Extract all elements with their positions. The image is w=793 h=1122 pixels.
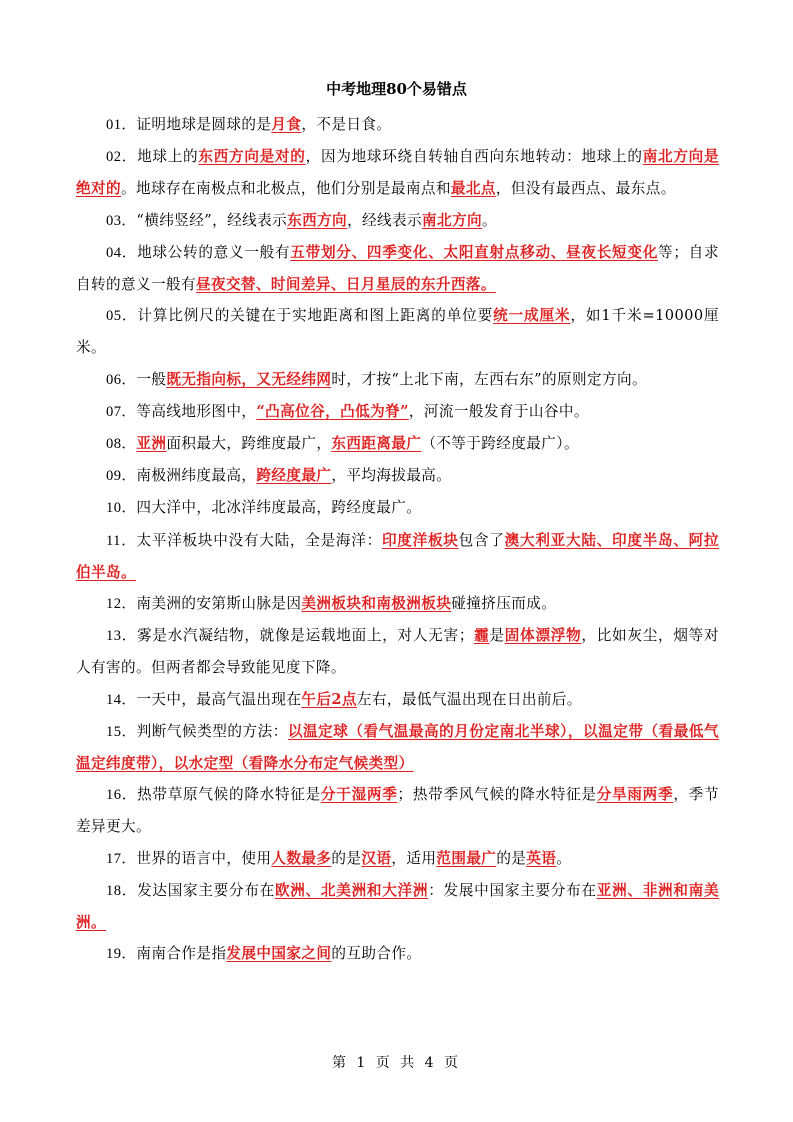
item-text: 证明地球是圆球的是 [136, 116, 272, 133]
item-number: 12 [106, 596, 122, 613]
item-text: ，适用 [391, 849, 437, 867]
highlighted-answer: 东西方向是对的 [198, 148, 306, 166]
item-text: 等；自求自转的意义一般有 [76, 243, 719, 294]
item-07: 07．等高线地形图中，“凸高位谷，凸低为脊”，河流一般发育于山谷中。 [106, 402, 589, 420]
item-text: 面积最大，跨维度最广， [166, 435, 332, 453]
item-number: 06 [106, 371, 122, 388]
item-text: 四大洋中，北冰洋纬度最高，跨经度最广。 [136, 499, 422, 517]
item-text: （不等于跨经度最广）。 [421, 435, 579, 453]
item-number: 13 [106, 628, 122, 645]
item-number: 10 [106, 500, 122, 517]
item-text: ，河流一般发育于山谷中。 [408, 402, 589, 420]
item-19: 19．南南合作是指发展中国家之间的互助合作。 [106, 945, 422, 963]
item-text: 。地球存在南极点和北极点，他们分别是最南点和 [120, 180, 451, 198]
item-15: 15．判断气候类型的方法：以温定球（看气温最高的月份定南北半球），以温定带（看最低气温定纬度带），以水定型（看降水分布定气候类型） [76, 722, 719, 773]
item-text: 。 [556, 849, 572, 867]
item-text: 判断气候类型的方法： [136, 722, 288, 740]
item-text: 太平洋板块中没有大陆，全是海洋： [136, 531, 382, 549]
item-10: 10．四大洋中，北冰洋纬度最高，跨经度最广。 [106, 499, 422, 517]
page-footer: 第 1 页 共 4 页 [331, 1055, 462, 1071]
highlighted-answer: “凸高位谷，凸低为脊” [256, 402, 409, 420]
highlighted-answer: 五带划分、四季变化、太阳直射点移动、昼夜长短变化 [290, 243, 659, 261]
item-number: 19 [106, 946, 122, 963]
item-05: 05．计算比例尺的关键在于实地距离和图上距离的单位要统一成厘米，如1千米=10000厘米。 [76, 307, 719, 357]
item-text: 左右，最低气温出现在日出前后。 [356, 690, 582, 708]
item-text: 一般 [136, 370, 167, 388]
item-text: 的是 [496, 849, 527, 867]
highlighted-answer: 既无指向标，又无经纬网 [166, 370, 332, 388]
item-14: 14．一天中，最高气温出现在午后2点左右，最低气温出现在日出前后。 [106, 690, 582, 708]
item-18: 18．发达国家主要分布在欧洲、北美洲和大洋洲：发展中国家主要分布在亚洲、非洲和南美洲。 [76, 881, 719, 932]
item-number: 14 [106, 691, 122, 708]
item-text: 时，才按“上北下南，左西右东”的原则定方向。 [331, 370, 647, 388]
item-text: 南美洲的安第斯山脉是因 [136, 595, 302, 613]
item-text: ，如1千米=10000厘米。 [76, 307, 719, 357]
item-text: 一天中，最高气温出现在 [136, 690, 302, 708]
item-text: “横纬竖经”，经线表示 [136, 211, 288, 229]
item-number: 11 [106, 532, 121, 549]
item-text: ，平均海拔最高。 [331, 467, 452, 485]
item-text: ，季节差异更大。 [76, 786, 719, 836]
item-number: 04 [106, 244, 122, 261]
highlighted-answer: 月食 [271, 116, 302, 133]
item-text: 南极洲纬度最高， [136, 467, 257, 485]
highlighted-answer: 跨经度最广 [256, 467, 332, 485]
highlighted-answer: 霾 [473, 627, 490, 645]
item-text: 热带草原气候的降水特征是 [137, 786, 321, 804]
item-08: 08．亚洲面积最大，跨维度最广，东西距离最广（不等于跨经度最广）。 [106, 435, 579, 453]
item-12: 12．南美洲的安第斯山脉是因美洲板块和南极洲板块碰撞挤压而成。 [106, 595, 557, 613]
item-text: 南南合作是指 [136, 945, 227, 963]
item-number: 16 [106, 787, 122, 804]
item-09: 09．南极洲纬度最高，跨经度最广，平均海拔最高。 [106, 467, 452, 485]
item-number: 15 [106, 723, 122, 740]
item-text: ：发展中国家主要分布在 [428, 881, 597, 899]
item-number: 09 [106, 468, 122, 485]
item-text: 碰撞挤压而成。 [451, 595, 557, 613]
highlighted-answer: 昼夜交替、时间差异、日月星辰的东升西落。 [195, 276, 496, 294]
highlighted-answer: 发展中国家之间 [226, 945, 332, 963]
item-number: 05 [106, 308, 122, 325]
highlighted-answer: 东西距离最广 [331, 435, 422, 453]
item-text: ，比如灰尘，烟等对人有害的。但两者都会导致能见度下降。 [76, 627, 719, 677]
highlighted-answer: 东西方向 [287, 211, 348, 229]
item-list [76, 109, 719, 970]
item-number: 18 [106, 882, 122, 899]
highlighted-answer: 澳大利亚大陆、印度半岛、阿拉伯半岛。 [76, 531, 720, 581]
highlighted-answer: 固体漂浮物 [504, 627, 582, 645]
item-number: 07 [106, 403, 122, 420]
item-16: 16．热带草原气候的降水特征是分干湿两季；热带季风气候的降水特征是分旱雨两季，季节差异更大。 [76, 786, 719, 836]
item-number: 17 [106, 850, 122, 867]
item-number: 02 [106, 149, 122, 166]
item-13: 13．雾是水汽凝结物，就像是运载地面上，对人无害；霾是固体漂浮物，比如灰尘，烟等对人有害的。但两者都会导致能见度下降。 [76, 627, 719, 677]
highlighted-answer: 人数最多 [271, 849, 332, 867]
highlighted-answer: 范围最广 [436, 849, 497, 867]
item-text: ，不是日食。 [301, 116, 392, 133]
item-text: 的是 [331, 849, 362, 867]
item-text: 发达国家主要分布在 [137, 881, 275, 899]
item-text: 地球公转的意义一般有 [137, 243, 291, 261]
highlighted-answer: 统一成厘米 [493, 307, 571, 325]
item-text: 地球上的 [137, 148, 199, 166]
highlighted-answer: 以温定球（看气温最高的月份定南北半球），以温定带（看最低气温定纬度带），以水定型（看降水分布定气候类型） [76, 722, 719, 773]
highlighted-answer: 汉语 [361, 849, 392, 867]
highlighted-answer: 英语 [526, 849, 557, 867]
highlighted-answer: 印度洋板块 [381, 531, 459, 549]
item-03: 03．“横纬竖经”，经线表示东西方向，经线表示南北方向。 [106, 211, 498, 229]
item-text: 是 [489, 627, 505, 645]
item-01: 01．证明地球是圆球的是月食，不是日食。 [106, 116, 392, 133]
item-number: 03 [106, 212, 122, 229]
highlighted-answer: 南北方向是绝对的 [76, 148, 719, 198]
item-text: ；热带季风气候的降水特征是 [397, 786, 597, 804]
item-text: 。 [482, 211, 498, 229]
highlighted-answer: 欧洲、北美洲和大洋洲 [274, 881, 429, 899]
item-text: ，但没有最西点、最东点。 [495, 180, 676, 198]
highlighted-answer: 分干湿两季 [320, 786, 398, 804]
item-17: 17．世界的语言中，使用人数最多的是汉语，适用范围最广的是英语。 [106, 849, 572, 867]
highlighted-answer: 分旱雨两季 [596, 786, 674, 804]
highlighted-answer: 午后2点 [301, 690, 357, 708]
item-text: ，因为地球环绕自转轴自西向东地转动：地球上的 [305, 148, 643, 166]
item-text: 包含了 [458, 531, 505, 549]
item-number: 08 [106, 436, 122, 453]
item-text: 雾是水汽凝结物，就像是运载地面上，对人无害； [137, 627, 474, 645]
item-text: 世界的语言中，使用 [136, 849, 272, 867]
item-number: 01 [106, 117, 122, 133]
item-text: 计算比例尺的关键在于实地距离和图上距离的单位要 [137, 307, 494, 325]
highlighted-answer: 南北方向 [422, 211, 483, 229]
item-text: 等高线地形图中， [136, 402, 257, 420]
highlighted-answer: 美洲板块和南极洲板块 [301, 595, 452, 613]
highlighted-answer: 最北点 [450, 180, 496, 198]
item-text: 的互助合作。 [331, 945, 422, 963]
item-02: 02．地球上的东西方向是对的，因为地球环绕自转轴自西向东地转动：地球上的南北方向是绝对的。地球存在南极点和北极点，他们分别是最南点和最北点，但没有最西点、最东点。 [76, 148, 719, 198]
item-06: 06．一般既无指向标，又无经纬网时，才按“上北下南，左西右东”的原则定方向。 [106, 370, 647, 388]
page-title: 中考地理80个易错点 [326, 80, 467, 98]
item-11: 11．太平洋板块中没有大陆，全是海洋：印度洋板块包含了澳大利亚大陆、印度半岛、阿拉伯半岛。 [76, 531, 720, 581]
highlighted-answer: 亚洲、非洲和南美洲。 [76, 881, 719, 932]
item-04: 04．地球公转的意义一般有五带划分、四季变化、太阳直射点移动、昼夜长短变化等；自求自转的意义一般有昼夜交替、时间差异、日月星辰的东升西落。 [76, 243, 719, 294]
highlighted-answer: 亚洲 [136, 435, 167, 453]
item-text: ，经线表示 [347, 211, 423, 229]
